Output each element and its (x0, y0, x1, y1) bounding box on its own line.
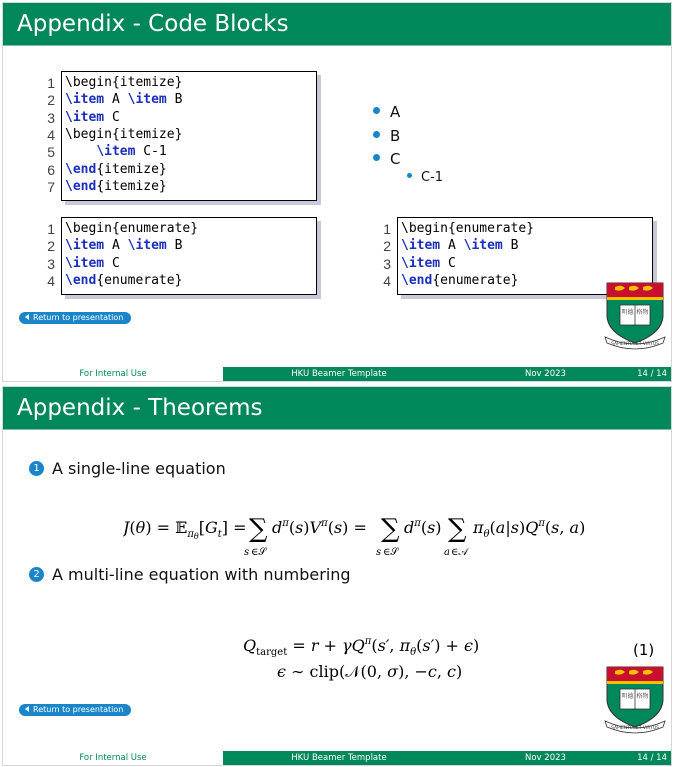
svg-text:明德: 明德 (621, 309, 634, 316)
code-line: \begin{itemize} (65, 126, 183, 142)
svg-text:ϵ ∼ clip(𝒩(0, σ), −c, c): ϵ ∼ clip(𝒩(0, σ), −c, c) (277, 662, 463, 681)
footer-date: Nov 2023 (525, 753, 566, 763)
slide-title: Appendix - Theorems (3, 387, 671, 429)
footer-right (455, 367, 672, 381)
equation-multi-line (239, 633, 479, 689)
line-number: 2 (47, 92, 55, 109)
slide-footer (3, 367, 671, 381)
code-line: \item C (401, 255, 456, 271)
svg-text:J(θ) = 𝔼πθ[Gt] =: $J(\theta) = 𝔼_\pi\theta[G_t]$ = (123, 518, 247, 541)
item-number-badge: 2 (29, 567, 44, 582)
line-number: 6 (47, 161, 55, 178)
line-number: 2 (383, 238, 391, 255)
code-block-itemize (33, 71, 333, 206)
svg-text:dπ(s)Vπ(s) =: $d^\pi(s)V^\pi(s)$ = (272, 518, 367, 537)
svg-text:Qtarget = r + γQπ(s′, πθ(s′) +: $Q_{target} = r + \gamma Q^\pi(s'$, $\pi_\theta(s') + \epsilon$) (243, 636, 479, 658)
code-line: \end{enumerate} (401, 272, 519, 288)
code-line: \item C (65, 109, 120, 125)
svg-text:∈𝒮: ∈𝒮 (251, 547, 267, 558)
svg-text:格物: 格物 (636, 693, 649, 700)
blue-dot-icon (373, 154, 380, 161)
svg-text:∑: ∑ (249, 514, 268, 544)
code-line: \begin{enumerate} (401, 221, 535, 236)
numbered-item: 2 A multi-line equation with numbering (29, 565, 351, 584)
svg-text:格物: 格物 (636, 309, 649, 316)
line-number: 3 (383, 255, 391, 272)
return-to-presentation-button[interactable]: Return to presentation (19, 704, 131, 716)
svg-text:SAPIENTIA ET VIRTUS: SAPIENTIA ET VIRTUS (611, 726, 659, 731)
line-number: 5 (47, 144, 55, 161)
line-number: 1 (383, 221, 391, 237)
line-number: 4 (383, 272, 391, 289)
svg-text:SAPIENTIA ET VIRTUS: SAPIENTIA ET VIRTUS (611, 342, 659, 347)
numbered-item: 1 A single-line equation (29, 459, 226, 478)
blue-dot-icon (373, 107, 380, 114)
line-number: 4 (47, 272, 55, 289)
svg-text:s: s (376, 547, 382, 558)
svg-text:明德: 明德 (621, 693, 634, 700)
rendered-itemize-list (373, 103, 573, 203)
line-number: 1 (47, 221, 55, 237)
footer-right (455, 751, 672, 765)
code-line: \begin{enumerate} (65, 221, 199, 236)
list-item-nested: C-1 (407, 170, 443, 185)
code-line: \item A \item B (65, 238, 183, 254)
title-divider (3, 429, 671, 430)
list-item: C (373, 150, 400, 168)
svg-text:a: a (444, 547, 450, 558)
left-triangle-icon (25, 706, 29, 712)
code-line: \end{itemize} (65, 161, 167, 177)
svg-text:∑: ∑ (381, 514, 400, 544)
blue-dot-icon (407, 173, 412, 178)
list-item: B (373, 127, 400, 145)
code-line: \end{enumerate} (65, 272, 183, 288)
slide-title: Appendix - Code Blocks (3, 3, 671, 45)
footer-left: For Internal Use (3, 367, 223, 381)
item-number-badge: 1 (29, 461, 44, 476)
line-number: 3 (47, 255, 55, 272)
line-number: 1 (47, 75, 55, 91)
equation-single-line (123, 505, 593, 563)
code-line: \item A \item B (401, 238, 519, 254)
code-line: \item C (65, 255, 120, 271)
svg-text:dπ(s): $d^\pi(s)$ (404, 518, 442, 537)
svg-text:∈𝒮: ∈𝒮 (383, 547, 399, 558)
code-line: \end{itemize} (65, 178, 167, 194)
code-line: \item C-1 (96, 144, 167, 160)
return-to-presentation-button[interactable]: Return to presentation (19, 312, 131, 324)
svg-text:∑: ∑ (448, 514, 467, 544)
line-number: 2 (47, 238, 55, 255)
left-triangle-icon (25, 314, 29, 320)
title-divider (3, 45, 671, 46)
slide-code-blocks (2, 2, 672, 382)
svg-text:s: s (244, 547, 250, 558)
code-block-enumerate-left (33, 217, 333, 297)
footer-center: HKU Beamer Template (223, 367, 455, 381)
footer-page-number: 14 / 14 (637, 753, 667, 763)
code-line: \item A \item B (65, 92, 183, 108)
svg-text:∈𝒜: ∈𝒜 (451, 547, 468, 558)
equation-number: (1) (633, 641, 655, 659)
line-number: 4 (47, 126, 55, 143)
footer-page-number: 14 / 14 (637, 369, 667, 379)
footer-left: For Internal Use (3, 751, 223, 765)
line-number: 7 (47, 178, 55, 195)
svg-text:πθ(a|s)Qπ(s, a): $\pi_\theta(a|s)Q^\pi(s$, a) (473, 518, 586, 540)
blue-dot-icon (373, 131, 380, 138)
slide-theorems (2, 386, 672, 766)
footer-center: HKU Beamer Template (223, 751, 455, 765)
hku-logo (603, 281, 667, 351)
hku-logo (603, 665, 667, 735)
slide-footer (3, 751, 671, 765)
list-item: A (373, 103, 400, 121)
line-number: 3 (47, 109, 55, 126)
code-line: \begin{itemize} (65, 75, 183, 90)
footer-date: Nov 2023 (525, 369, 566, 379)
